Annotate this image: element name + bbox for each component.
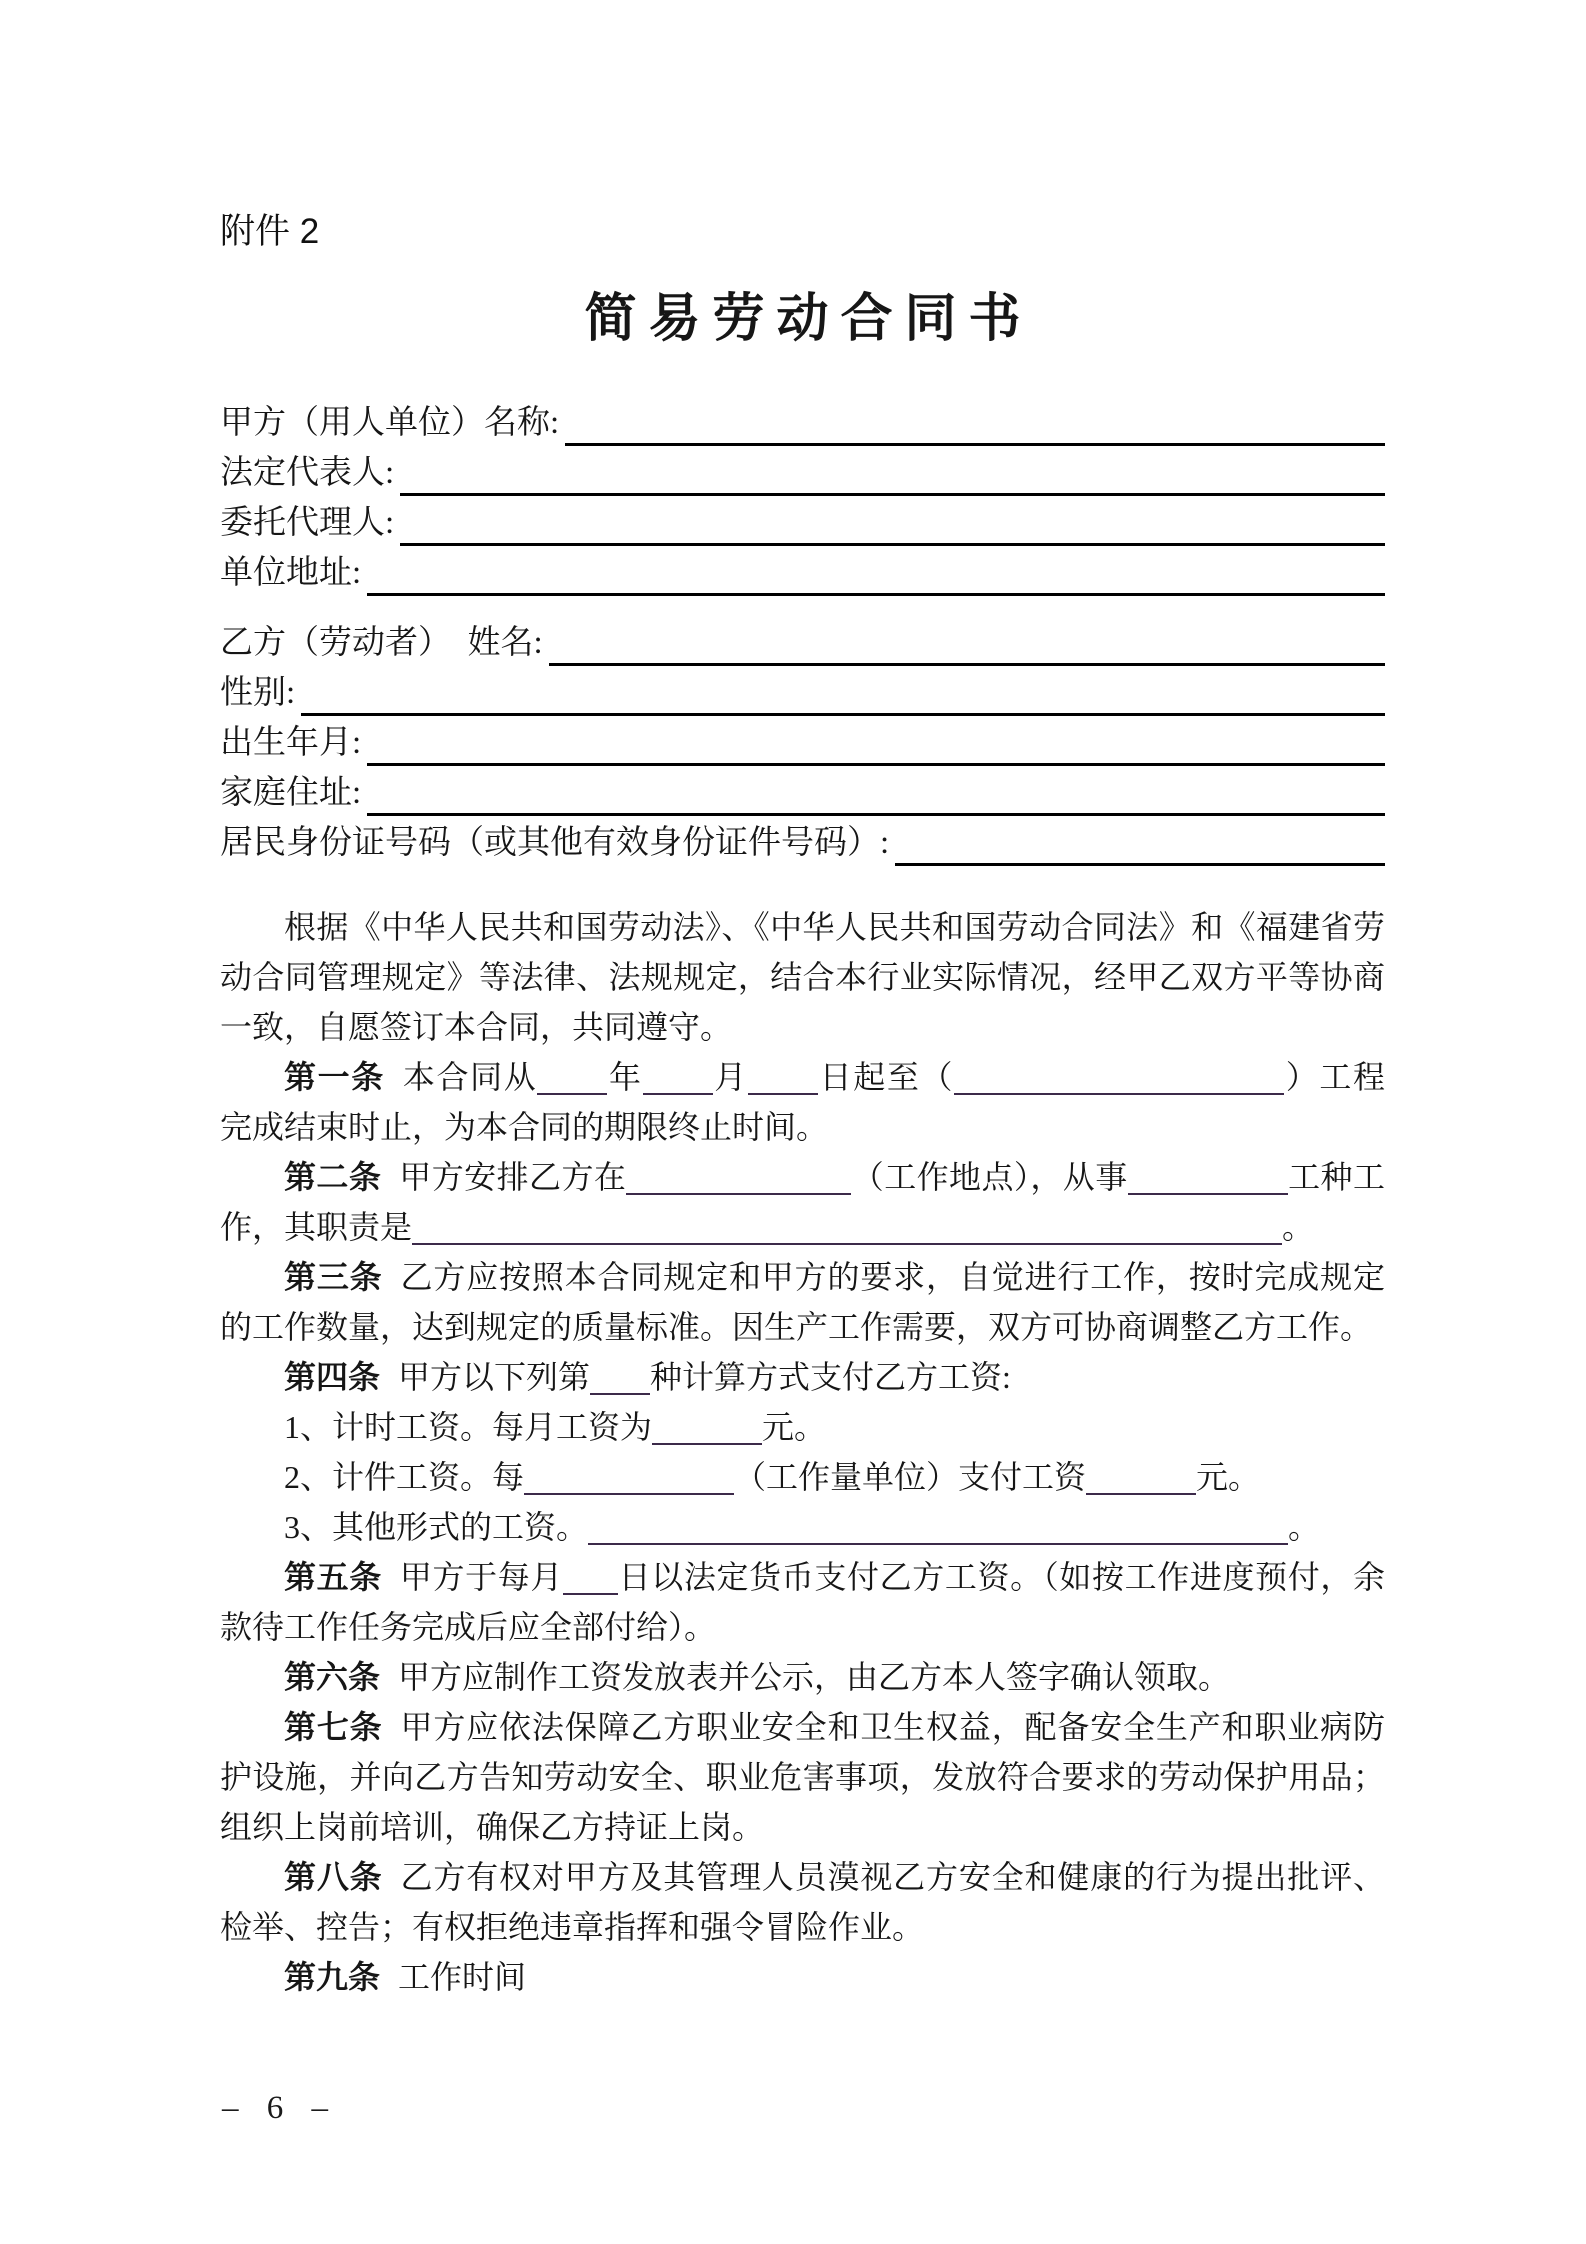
article-5-number: 第五条 bbox=[284, 1559, 382, 1595]
fill-in-line bbox=[400, 493, 1385, 496]
article-5-text: 甲方于每月 bbox=[399, 1559, 563, 1595]
blank-pay-day bbox=[563, 1557, 618, 1595]
blank-project-name bbox=[954, 1057, 1284, 1095]
contract-body bbox=[220, 902, 1385, 2002]
article-3 bbox=[220, 1252, 1385, 1352]
wage-item-3-text: 3、其他形式的工资。 bbox=[284, 1509, 589, 1545]
wage-item-2-text: 2、计件工资。每 bbox=[284, 1459, 525, 1495]
field-label: 法定代表人: bbox=[220, 455, 395, 491]
field-label: 出生年月: bbox=[220, 725, 362, 761]
article-7 bbox=[220, 1702, 1385, 1852]
article-7-number: 第七条 bbox=[284, 1709, 383, 1745]
field-row-gender bbox=[220, 666, 1385, 716]
blank-start-year bbox=[537, 1057, 607, 1095]
wage-item-3 bbox=[220, 1502, 1385, 1552]
field-label: 单位地址: bbox=[220, 555, 362, 591]
article-8-number: 第八条 bbox=[284, 1859, 383, 1895]
blank-wage-method bbox=[590, 1357, 650, 1395]
blank-other-wage-form bbox=[588, 1507, 1288, 1545]
field-row-worker-name bbox=[220, 616, 1385, 666]
article-2 bbox=[220, 1152, 1385, 1252]
article-2-text: 甲方安排乙方在 bbox=[399, 1159, 627, 1195]
field-row-legal-representative bbox=[220, 446, 1385, 496]
article-1-text: 月 bbox=[712, 1059, 748, 1095]
fill-in-line bbox=[895, 863, 1385, 866]
article-2-number: 第二条 bbox=[284, 1159, 382, 1195]
fill-in-line bbox=[565, 443, 1385, 446]
article-4-text: 种计算方式支付乙方工资: bbox=[650, 1359, 1011, 1395]
field-row-home-address bbox=[220, 766, 1385, 816]
article-1 bbox=[220, 1052, 1385, 1152]
field-label: 居民身份证号码（或其他有效身份证件号码）: bbox=[220, 825, 890, 861]
article-1-number: 第一条 bbox=[284, 1059, 385, 1095]
article-7-text: 甲方应依法保障乙方职业安全和卫生权益，配备安全生产和职业病防护设施，并向乙方告知劳动安全、职业危害事项，发放符合要求的劳动保护用品；组织上岗前培训，确保乙方持证上岗。 bbox=[220, 1709, 1385, 1845]
fill-in-line bbox=[367, 813, 1385, 816]
blank-job-duty bbox=[412, 1207, 1282, 1245]
article-1-text: 日起至（ bbox=[817, 1059, 955, 1095]
blank-piece-wage bbox=[1086, 1457, 1196, 1495]
blank-work-unit bbox=[524, 1457, 734, 1495]
field-row-employer-address bbox=[220, 546, 1385, 596]
article-3-number: 第三条 bbox=[284, 1259, 383, 1295]
blank-monthly-wage bbox=[652, 1407, 762, 1445]
fill-in-line bbox=[301, 713, 1385, 716]
fill-in-line bbox=[400, 543, 1385, 546]
field-row-birth-date bbox=[220, 716, 1385, 766]
article-1-text: ）工程完成结束时止，为本合同的期限终止时间。 bbox=[220, 1059, 1385, 1145]
article-6-number: 第六条 bbox=[284, 1659, 381, 1695]
article-8-text: 乙方有权对甲方及其管理人员漠视乙方安全和健康的行为提出批评、检举、控告；有权拒绝违章指挥和强令冒险作业。 bbox=[220, 1859, 1385, 1945]
wage-item-2 bbox=[220, 1452, 1385, 1502]
wage-item-1 bbox=[220, 1402, 1385, 1452]
field-row-id-number bbox=[220, 816, 1385, 866]
attachment-label: 附件 2 bbox=[220, 212, 320, 251]
article-2-text: （工作地点），从事 bbox=[851, 1159, 1128, 1195]
field-row-entrusted-agent bbox=[220, 496, 1385, 546]
fill-in-line bbox=[367, 763, 1385, 766]
article-1-text: 本合同从 bbox=[402, 1059, 538, 1095]
fill-in-line bbox=[549, 663, 1385, 666]
article-5 bbox=[220, 1552, 1385, 1652]
blank-start-month bbox=[643, 1057, 713, 1095]
preamble-paragraph: 根据《中华人民共和国劳动法》、《中华人民共和国劳动合同法》和《福建省劳动合同管理规定》等法律、法规规定，结合本行业实际情况，经甲乙双方平等协商一致，自愿签订本合同，共同遵守。 bbox=[220, 909, 1385, 1045]
blank-work-type bbox=[1128, 1157, 1288, 1195]
page-number: – 6 – bbox=[222, 2090, 332, 2126]
fill-in-line bbox=[367, 593, 1385, 596]
article-2-text: 。 bbox=[1282, 1209, 1315, 1245]
article-4-text: 甲方以下列第 bbox=[398, 1359, 591, 1395]
field-label: 乙方（劳动者） 姓名: bbox=[220, 625, 543, 661]
article-6 bbox=[220, 1652, 1385, 1702]
article-5-text: 日以法定货币支付乙方工资。（如按工作进度预付，余款待工作任务完成后应全部付给）。 bbox=[220, 1559, 1385, 1645]
article-6-text: 甲方应制作工资发放表并公示，由乙方本人签字确认领取。 bbox=[398, 1659, 1231, 1695]
party-b-fields bbox=[220, 616, 1385, 866]
wage-item-1-text: 1、计时工资。每月工资为 bbox=[284, 1409, 653, 1445]
article-8 bbox=[220, 1852, 1385, 1952]
wage-item-2-text: 元。 bbox=[1196, 1459, 1261, 1495]
blank-start-day bbox=[748, 1057, 818, 1095]
blank-work-location bbox=[626, 1157, 851, 1195]
article-3-text: 乙方应按照本合同规定和甲方的要求，自觉进行工作，按时完成规定的工作数量，达到规定的质量标准。因生产工作需要，双方可协商调整乙方工作。 bbox=[220, 1259, 1385, 1345]
article-9-text: 工作时间 bbox=[398, 1959, 527, 1995]
field-row-employer-name bbox=[220, 396, 1385, 446]
wage-item-2-text: （工作量单位）支付工资 bbox=[734, 1459, 1087, 1495]
field-label: 家庭住址: bbox=[220, 775, 362, 811]
article-1-text: 年 bbox=[607, 1059, 643, 1095]
wage-item-1-text: 元。 bbox=[762, 1409, 827, 1445]
article-4-number: 第四条 bbox=[284, 1359, 381, 1395]
field-label: 性别: bbox=[220, 675, 296, 711]
document-title: 简易劳动合同书 bbox=[584, 291, 1033, 348]
article-9 bbox=[220, 1952, 1385, 2002]
article-9-number: 第九条 bbox=[284, 1959, 381, 1995]
article-4 bbox=[220, 1352, 1385, 1402]
article-2-text: 工种工作，其职责是 bbox=[220, 1159, 1385, 1245]
wage-item-3-text: 。 bbox=[1288, 1509, 1321, 1545]
field-label: 委托代理人: bbox=[220, 505, 395, 541]
party-a-fields bbox=[220, 396, 1385, 596]
field-label: 甲方（用人单位）名称: bbox=[220, 405, 560, 441]
